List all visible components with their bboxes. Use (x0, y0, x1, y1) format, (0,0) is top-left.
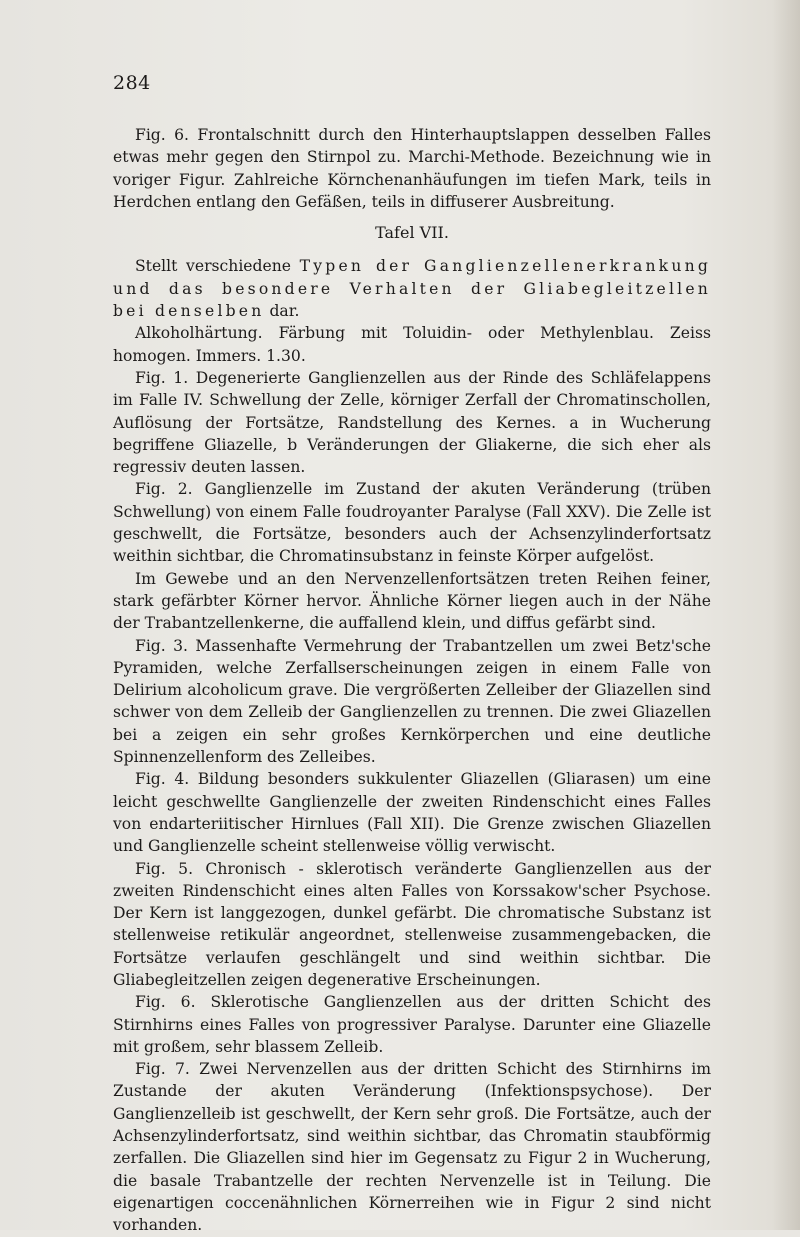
paragraph-fig5: Fig. 5. Chronisch - sklerotisch veränderte Ganglienzellen aus der zweiten Rindenschicht eines alten Falles von Korssakow'scher Psychose. Der Kern ist langgezogen, dunkel gefärbt. Die chromatische Substanz ist stellenweise retikulär angeordnet, stellenweise zusammengebacken, die Fortsätze verlaufen geschlängelt und sind weithin sichtbar. Die Gliabegleitzellen zeigen degenerative Erscheinungen. (113, 859, 711, 989)
page-edge-shadow (772, 0, 800, 1230)
paragraph-tafel-intro (113, 255, 711, 322)
section-heading-tafel-vii: Tafel VII. (375, 223, 449, 243)
paragraph-fig1: Fig. 1. Degenerierte Ganglienzellen aus der Rinde des Schläfelappens im Falle IV. Schwellung der Zelle, körniger Zerfall der Chromatinschollen, Auflösung der Fortsätze, Randstellung des Kernes. a in Wucherung begriffene Gliazelle, b Veränderungen der Gliakerne, die sich eher als regressiv deuten lassen. (113, 368, 711, 477)
paragraph-fig2: Fig. 2. Ganglienzelle im Zustand der akuten Veränderung (trüben Schwellung) von einem Falle foudroyanter Paralyse (Fall XXV). Die Zelle ist geschwellt, die Fortsätze, besonders auch der Achsenzylinderfortsatz weithin sichtbar, die Chromatinsubstanz in feinste Körper aufgelöst. (113, 480, 711, 566)
paragraph-fig6-marchi: Fig. 6. Frontalschnitt durch den Hinterhauptslappen desselben Falles etwas mehr gegen den Stirnpol zu. Marchi-Methode. Bezeichnung wie in voriger Figur. Zahlreiche Körnchenanhäufungen im tiefen Mark, teils in Herdchen entlang den Gefäßen, teils in diffuserer Ausbreitung. (113, 126, 711, 211)
page-number: 284 (113, 72, 151, 94)
paragraph-fig6: Fig. 6. Sklerotische Ganglienzellen aus der dritten Schicht des Stirnhirns eines Falles von progressiver Paralyse. Darunter eine Gliazelle mit großem, sehr blassem Zelleib. (113, 993, 711, 1056)
body-text (113, 124, 711, 1237)
paragraph-fig2-tissue: Im Gewebe und an den Nervenzellenfortsätzen treten Reihen feiner, stark gefärbter Körner hervor. Ähnliche Körner liegen auch in der Nähe der Trabantzellenkerne, die auffallend klein, und diffus gefärbt sind. (113, 569, 711, 633)
paragraph-fig3: Fig. 3. Massenhafte Vermehrung der Trabantzellen um zwei Betz'sche Pyramiden, welche Zerfallserscheinungen zeigen in einem Falle von Delirium alcoholicum grave. Die vergrößerten Zelleiber der Gliazellen sind schwer von dem Zelleib der Ganglienzellen zu trennen. Die zwei Gliazellen bei a zeigen ein sehr großes Kernkörperchen und eine deutliche Spinnenzellenform des Zelleibes. (113, 636, 711, 767)
intro-end-text: dar. (269, 302, 300, 321)
paragraph-fig7: Fig. 7. Zwei Nervenzellen aus der dritten Schicht des Stirnhirns im Zustande der akuten Veränderung (Infektionspsychose). Der Ganglienzelleib ist geschwellt, der Kern sehr groß. Die Fortsätze, auch der Achsenzylinderfortsatz, sind weithin sichtbar, das Chromatin staubförmig zerfallen. Die Gliazellen sind hier im Gegensatz zu Figur 2 in Wucherung, die basale Trabantzelle der rechten Nervenzelle ist in Teilung. Die eigenartigen coccenähnlichen Körnerreihen wie in Figur 2 sind nicht vorhanden. (113, 1060, 711, 1235)
intro-text: Stellt verschiedene (135, 257, 292, 276)
spaced-emphasis-text: Typen der Ganglienzellenerkrankung und das besondere Verhalten der Gliabegleitzellen bei denselben (113, 257, 711, 321)
paragraph-fig4: Fig. 4. Bildung besonders sukkulenter Gliazellen (Gliarasen) um eine leicht geschwellte Ganglienzelle der zweiten Rindenschicht eines Falles von endarteriitischer Hirnlues (Fall XII). Die Grenze zwischen Gliazellen und Ganglienzelle scheint stellenweise völlig verwischt. (113, 770, 711, 856)
paragraph-staining: Alkoholhärtung. Färbung mit Toluidin- oder Methylenblau. Zeiss homogen. Immers. 1.30. (113, 324, 711, 365)
